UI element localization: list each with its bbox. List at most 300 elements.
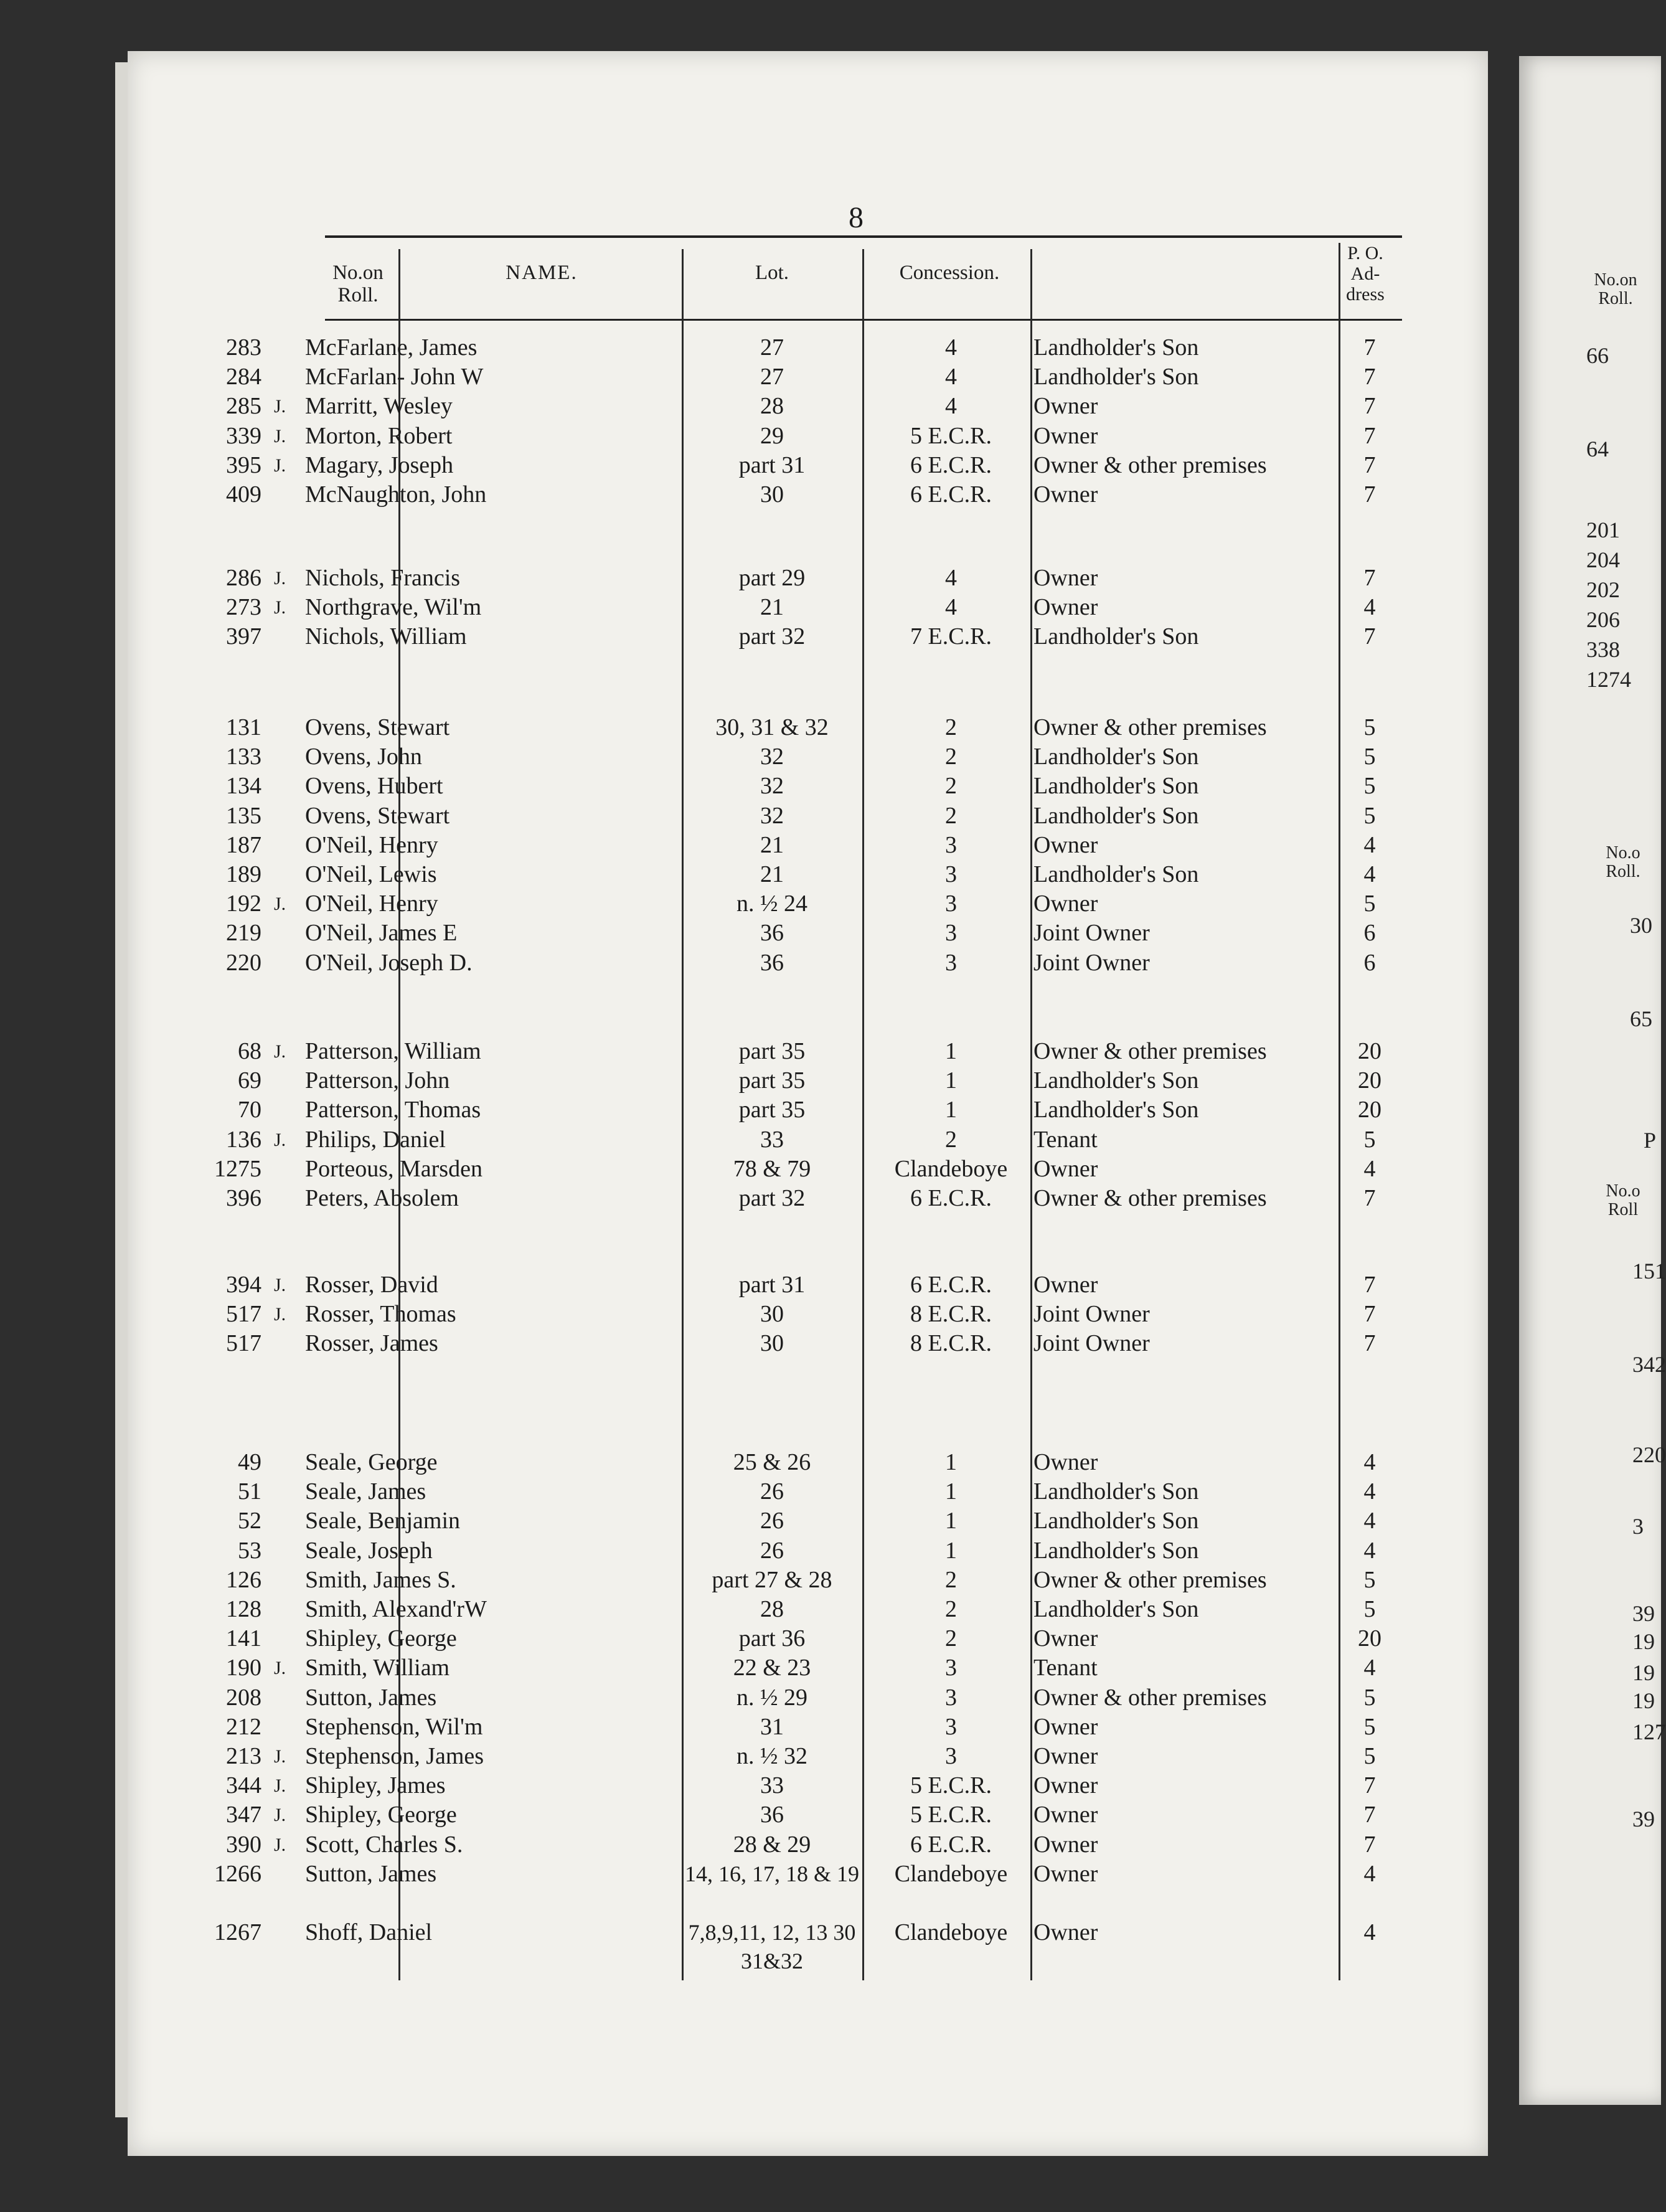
table-row: [0, 1270, 1494, 1300]
concession: 4: [945, 393, 957, 420]
description: Owner & other premises: [1033, 714, 1267, 740]
po-address: 7: [1363, 393, 1376, 420]
person-name: Seale, James: [305, 1478, 426, 1505]
facing-roll-number: 66: [1586, 343, 1609, 368]
concession: 3: [945, 1743, 957, 1769]
description: Owner: [1033, 1772, 1098, 1799]
description: Landholder's Son: [1033, 744, 1199, 770]
juror-mark: J.: [274, 1775, 286, 1797]
person-name: Stephenson, James: [305, 1743, 484, 1769]
roll-number: 395: [226, 451, 261, 478]
lot: n. ½ 24: [737, 891, 807, 917]
po-address: 7: [1363, 422, 1376, 449]
person-name: Seale, Benjamin: [305, 1508, 461, 1534]
roll-number: 390: [226, 1831, 261, 1858]
concession: 1: [945, 1067, 957, 1094]
person-name: Nichols, Francis: [305, 565, 461, 591]
concession: 2: [945, 744, 957, 770]
facing-roll-number: 201: [1586, 518, 1620, 542]
table-row: [0, 713, 1494, 742]
description: Owner & other premises: [1033, 1038, 1267, 1064]
description: Landholder's Son: [1033, 1537, 1199, 1564]
table-row: [0, 772, 1494, 801]
concession: 2: [945, 714, 957, 740]
description: Owner: [1033, 1743, 1098, 1769]
po-address: 7: [1363, 565, 1376, 591]
lot: part 35: [738, 1067, 806, 1094]
lot: part 29: [738, 565, 806, 591]
roll-number: 141: [226, 1625, 261, 1652]
table-row: [0, 1300, 1494, 1329]
description: Landholder's Son: [1033, 773, 1199, 800]
concession: 8 E.C.R.: [910, 1301, 992, 1328]
description: Owner & other premises: [1033, 451, 1267, 478]
description: Landholder's Son: [1033, 861, 1199, 887]
person-name: O'Neil, Henry: [305, 831, 438, 858]
concession: 4: [945, 364, 957, 390]
po-address: 6: [1363, 949, 1376, 976]
lot: part 31: [738, 451, 806, 478]
lot: 21: [760, 594, 784, 621]
facing-roll-number: 338: [1586, 637, 1620, 662]
description: Owner: [1033, 393, 1098, 420]
person-name: O'Neil, James E: [305, 920, 458, 947]
description: Landholder's Son: [1033, 364, 1199, 390]
roll-number: 409: [226, 481, 261, 508]
person-name: Ovens, Stewart: [305, 714, 450, 740]
juror-mark: J.: [274, 1746, 286, 1767]
po-address: 4: [1363, 1449, 1376, 1475]
table-row: [0, 1683, 1494, 1713]
lot: 78 & 79: [733, 1155, 811, 1182]
roll-number: 517: [226, 1330, 261, 1357]
person-name: Rosser, James: [305, 1330, 438, 1357]
table-row: [0, 1771, 1494, 1800]
table-row: [0, 1624, 1494, 1653]
table-row: [0, 1713, 1494, 1742]
facing-roll-number: 19: [1632, 1688, 1655, 1713]
roll-number: 70: [238, 1097, 261, 1123]
roll-number: 189: [226, 861, 261, 887]
po-address: 4: [1363, 594, 1376, 621]
facing-roll-number: 3: [1632, 1514, 1644, 1539]
person-name: Nichols, William: [305, 623, 467, 650]
person-name: Patterson, William: [305, 1038, 481, 1064]
juror-mark: J.: [274, 1129, 286, 1150]
description: Landholder's Son: [1033, 1097, 1199, 1123]
lot: 21: [760, 861, 784, 887]
person-name: Patterson, John: [305, 1067, 450, 1094]
concession: 6 E.C.R.: [910, 1185, 992, 1211]
facing-roll-number: 1274: [1586, 667, 1631, 692]
description: Owner: [1033, 1155, 1098, 1182]
concession: 1: [945, 1508, 957, 1534]
person-name: Northgrave, Wil'm: [305, 594, 482, 621]
roll-number: 53: [238, 1537, 261, 1564]
po-address: 4: [1363, 831, 1376, 858]
description: Joint Owner: [1033, 920, 1150, 947]
po-address: 5: [1363, 1684, 1376, 1711]
table-row: [0, 1448, 1494, 1477]
lot: 31: [760, 1713, 784, 1740]
description: Owner: [1033, 594, 1098, 621]
lot: 22 & 23: [733, 1655, 811, 1681]
table-row: [0, 1595, 1494, 1624]
lot: n. ½ 32: [737, 1743, 807, 1769]
po-address: 4: [1363, 1655, 1376, 1681]
facing-letter: P: [1644, 1128, 1657, 1153]
concession: 5 E.C.R.: [910, 1802, 992, 1828]
table-row: [0, 1536, 1494, 1566]
table-row: [0, 1566, 1494, 1595]
concession: 8 E.C.R.: [910, 1330, 992, 1357]
person-name: Sutton, James: [305, 1684, 437, 1711]
po-address: 6: [1363, 920, 1376, 947]
description: Landholder's Son: [1033, 802, 1199, 829]
roll-number: 128: [226, 1596, 261, 1622]
po-address: 7: [1363, 334, 1376, 361]
header-name: NAME.: [506, 262, 578, 284]
concession: 2: [945, 1566, 957, 1593]
facing-roll-number: 202: [1586, 577, 1620, 602]
concession: 2: [945, 1596, 957, 1622]
concession: 2: [945, 802, 957, 829]
concession: 1: [945, 1478, 957, 1505]
juror-mark: J.: [274, 1304, 286, 1325]
juror-mark: J.: [274, 568, 286, 588]
concession: 4: [945, 334, 957, 361]
juror-mark: J.: [274, 1275, 286, 1295]
concession: 6 E.C.R.: [910, 1272, 992, 1298]
description: Joint Owner: [1033, 1330, 1150, 1357]
person-name: Shoff, Daniel: [305, 1919, 433, 1945]
juror-mark: J.: [274, 894, 286, 915]
po-address: 7: [1363, 1772, 1376, 1799]
table-row: [0, 801, 1494, 831]
description: Owner: [1033, 1860, 1098, 1887]
roll-number: 208: [226, 1684, 261, 1711]
roll-number: 68: [238, 1038, 261, 1064]
person-name: O'Neil, Joseph D.: [305, 949, 473, 976]
concession: 5 E.C.R.: [910, 1772, 992, 1799]
table-row: [0, 1800, 1494, 1830]
concession: 2: [945, 1126, 957, 1153]
person-name: Stephenson, Wil'm: [305, 1713, 483, 1740]
person-name: McFarlane, James: [305, 334, 478, 361]
person-name: O'Neil, Lewis: [305, 861, 437, 887]
roll-number: 286: [226, 565, 261, 591]
person-name: Patterson, Thomas: [305, 1097, 481, 1123]
description: Owner: [1033, 1831, 1098, 1858]
po-address: 7: [1363, 1185, 1376, 1211]
roll-number: 135: [226, 802, 261, 829]
table-row: [0, 948, 1494, 978]
facing-roll-number: 151: [1632, 1259, 1666, 1283]
facing-roll-number: 19: [1632, 1629, 1655, 1654]
lot: 14, 16, 17, 18 & 19: [685, 1861, 860, 1886]
lot: 26: [760, 1478, 784, 1505]
juror-mark: J.: [274, 425, 286, 447]
lot: part 31: [738, 1272, 806, 1298]
facing-roll-number: 30: [1630, 913, 1652, 938]
description: Joint Owner: [1033, 949, 1150, 976]
lot: 25 & 26: [733, 1449, 811, 1475]
description: Owner: [1033, 422, 1098, 449]
po-address: 4: [1363, 1155, 1376, 1182]
po-address: 4: [1363, 1537, 1376, 1564]
roll-number: 517: [226, 1301, 261, 1328]
roll-number: 397: [226, 623, 261, 650]
juror-mark: J.: [274, 597, 286, 618]
lot: 32: [760, 773, 784, 800]
person-name: Morton, Robert: [305, 422, 453, 449]
roll-number: 134: [226, 773, 261, 800]
header-concession: Concession.: [899, 262, 1000, 284]
roll-number: 220: [226, 949, 261, 976]
table-row: [0, 1155, 1494, 1184]
person-name: Sutton, James: [305, 1860, 437, 1887]
roll-number: 131: [226, 714, 261, 740]
lot: 30: [760, 1301, 784, 1328]
po-address: 20: [1358, 1067, 1381, 1094]
description: Owner: [1033, 1625, 1098, 1652]
table-row: [0, 1329, 1494, 1358]
po-address: 7: [1363, 364, 1376, 390]
description: Owner: [1033, 831, 1098, 858]
facing-roll-number: 204: [1586, 547, 1620, 572]
lot: 36: [760, 1802, 784, 1828]
description: Owner: [1033, 891, 1098, 917]
facing-roll-number: 127: [1632, 1719, 1666, 1744]
roll-number: 283: [226, 334, 261, 361]
person-name: O'Neil, Henry: [305, 891, 438, 917]
description: Landholder's Son: [1033, 623, 1199, 650]
top-rule: [325, 235, 1402, 238]
person-name: Smith, William: [305, 1655, 450, 1681]
concession: 3: [945, 831, 957, 858]
description: Tenant: [1033, 1655, 1098, 1681]
facing-header-low: No.o Roll: [1606, 1181, 1640, 1219]
person-name: Shipley, James: [305, 1772, 446, 1799]
roll-number: 339: [226, 422, 261, 449]
po-address: 4: [1363, 1919, 1376, 1945]
roll-number: 190: [226, 1655, 261, 1681]
po-address: 7: [1363, 1831, 1376, 1858]
table-row: [0, 1830, 1494, 1860]
concession: Clandeboye: [894, 1919, 1008, 1945]
roll-number: 396: [226, 1185, 261, 1211]
po-address: 5: [1363, 1713, 1376, 1740]
person-name: Shipley, George: [305, 1802, 457, 1828]
person-name: Magary, Joseph: [305, 451, 454, 478]
concession: 4: [945, 565, 957, 591]
facing-roll-number: 220: [1632, 1442, 1666, 1467]
po-address: 5: [1363, 891, 1376, 917]
lot: 36: [760, 920, 784, 947]
po-address: 20: [1358, 1097, 1381, 1123]
roll-number: 1266: [214, 1860, 261, 1887]
lot: 30: [760, 1330, 784, 1357]
table-row: [0, 889, 1494, 919]
roll-number: 213: [226, 1743, 261, 1769]
table-row: [0, 593, 1494, 622]
po-address: 5: [1363, 1126, 1376, 1153]
description: Owner & other premises: [1033, 1185, 1267, 1211]
po-address: 20: [1358, 1625, 1381, 1652]
lot: 26: [760, 1537, 784, 1564]
roll-number: 394: [226, 1272, 261, 1298]
person-name: McNaughton, John: [305, 481, 487, 508]
facing-roll-number: 342: [1632, 1352, 1666, 1377]
concession: 3: [945, 920, 957, 947]
description: Landholder's Son: [1033, 334, 1199, 361]
lot: 32: [760, 802, 784, 829]
table-row: [0, 1184, 1494, 1213]
concession: 6 E.C.R.: [910, 1831, 992, 1858]
description: Owner: [1033, 1272, 1098, 1298]
table-row: [0, 362, 1494, 392]
concession: 5 E.C.R.: [910, 422, 992, 449]
facing-header-top: No.on Roll.: [1594, 270, 1637, 308]
po-address: 5: [1363, 714, 1376, 740]
table-row: [0, 1066, 1494, 1095]
lot: 33: [760, 1772, 784, 1799]
roll-number: 69: [238, 1067, 261, 1094]
concession: 3: [945, 1713, 957, 1740]
lot: part 35: [738, 1038, 806, 1064]
description: Tenant: [1033, 1126, 1098, 1153]
lot: 21: [760, 831, 784, 858]
roll-number: 212: [226, 1713, 261, 1740]
table-row: [0, 1477, 1494, 1506]
table-row: [0, 480, 1494, 509]
description: Owner: [1033, 1802, 1098, 1828]
juror-mark: J.: [274, 396, 286, 417]
po-address: 20: [1358, 1038, 1381, 1064]
table-row: [0, 1125, 1494, 1155]
po-address: 4: [1363, 1478, 1376, 1505]
facing-page: [1519, 56, 1666, 2105]
po-address: 5: [1363, 1596, 1376, 1622]
roll-number: 219: [226, 920, 261, 947]
roll-number: 52: [238, 1508, 261, 1534]
roll-number: 126: [226, 1566, 261, 1593]
roll-number: 284: [226, 364, 261, 390]
roll-number: 285: [226, 393, 261, 420]
po-address: 7: [1363, 623, 1376, 650]
po-address: 5: [1363, 773, 1376, 800]
person-name: Seale, George: [305, 1449, 438, 1475]
person-name: Smith, Alexand'rW: [305, 1596, 487, 1622]
person-name: Ovens, Stewart: [305, 802, 450, 829]
description: Owner: [1033, 481, 1098, 508]
concession: 1: [945, 1537, 957, 1564]
concession: 2: [945, 1625, 957, 1652]
concession: 7 E.C.R.: [910, 623, 992, 650]
table-row: [0, 1506, 1494, 1536]
lot: part 32: [738, 623, 806, 650]
concession: 1: [945, 1038, 957, 1064]
person-name: Rosser, Thomas: [305, 1301, 456, 1328]
juror-mark: J.: [274, 455, 286, 476]
lot: 29: [760, 422, 784, 449]
juror-mark: J.: [274, 1041, 286, 1062]
facing-roll-number: 206: [1586, 607, 1620, 632]
table-row: [0, 1037, 1494, 1066]
table-row: [0, 1860, 1494, 1918]
person-name: Ovens, Hubert: [305, 773, 443, 800]
concession: 3: [945, 1655, 957, 1681]
po-address: 4: [1363, 1508, 1376, 1534]
table-row: [0, 392, 1494, 421]
table-row: [0, 333, 1494, 362]
description: Owner: [1033, 1449, 1098, 1475]
table-row: [0, 919, 1494, 948]
concession: 1: [945, 1449, 957, 1475]
facing-roll-number: 39: [1632, 1601, 1655, 1626]
person-name: Scott, Charles S.: [305, 1831, 463, 1858]
person-name: Smith, James S.: [305, 1566, 456, 1593]
lot: 33: [760, 1126, 784, 1153]
lot: 28: [760, 1596, 784, 1622]
table-row: [0, 564, 1494, 593]
person-name: Shipley, George: [305, 1625, 457, 1652]
lot: 7,8,9,11, 12, 13 30 31&32: [688, 1919, 856, 1973]
concession: 2: [945, 773, 957, 800]
concession: 6 E.C.R.: [910, 451, 992, 478]
person-name: Seale, Joseph: [305, 1537, 433, 1564]
page-number: 8: [849, 201, 864, 234]
header-po-address: P. O. Ad- dress: [1346, 243, 1385, 305]
person-name: McFarlan- John W: [305, 364, 484, 390]
lot: part 27 & 28: [712, 1566, 832, 1593]
facing-roll-number: 39: [1632, 1807, 1655, 1832]
lot: 27: [760, 364, 784, 390]
facing-roll-number: 65: [1630, 1006, 1652, 1031]
lot: 26: [760, 1508, 784, 1534]
po-address: 7: [1363, 481, 1376, 508]
table-row: [0, 1918, 1494, 1977]
roll-number: 49: [238, 1449, 261, 1475]
roll-number: 347: [226, 1802, 261, 1828]
concession: 3: [945, 1684, 957, 1711]
roll-number: 273: [226, 594, 261, 621]
lot: part 32: [738, 1185, 806, 1211]
po-address: 4: [1363, 1860, 1376, 1887]
table-row: [0, 422, 1494, 451]
juror-mark: J.: [274, 1834, 286, 1855]
po-address: 5: [1363, 1743, 1376, 1769]
description: Landholder's Son: [1033, 1067, 1199, 1094]
roll-number: 192: [226, 891, 261, 917]
juror-mark: J.: [274, 1658, 286, 1679]
header-no-on-roll: No.on Roll.: [332, 262, 384, 306]
description: Joint Owner: [1033, 1301, 1150, 1328]
facing-header-mid: No.o Roll.: [1606, 843, 1640, 881]
po-address: 7: [1363, 1330, 1376, 1357]
description: Landholder's Son: [1033, 1478, 1199, 1505]
person-name: Marritt, Wesley: [305, 393, 453, 420]
concession: 6 E.C.R.: [910, 481, 992, 508]
person-name: Ovens, John: [305, 744, 422, 770]
po-address: 7: [1363, 451, 1376, 478]
roll-number: 1267: [214, 1919, 261, 1945]
header-lot: Lot.: [755, 262, 789, 284]
juror-mark: J.: [274, 1805, 286, 1826]
description: Owner & other premises: [1033, 1566, 1267, 1593]
lot: 28 & 29: [733, 1831, 811, 1858]
concession: Clandeboye: [894, 1155, 1008, 1182]
